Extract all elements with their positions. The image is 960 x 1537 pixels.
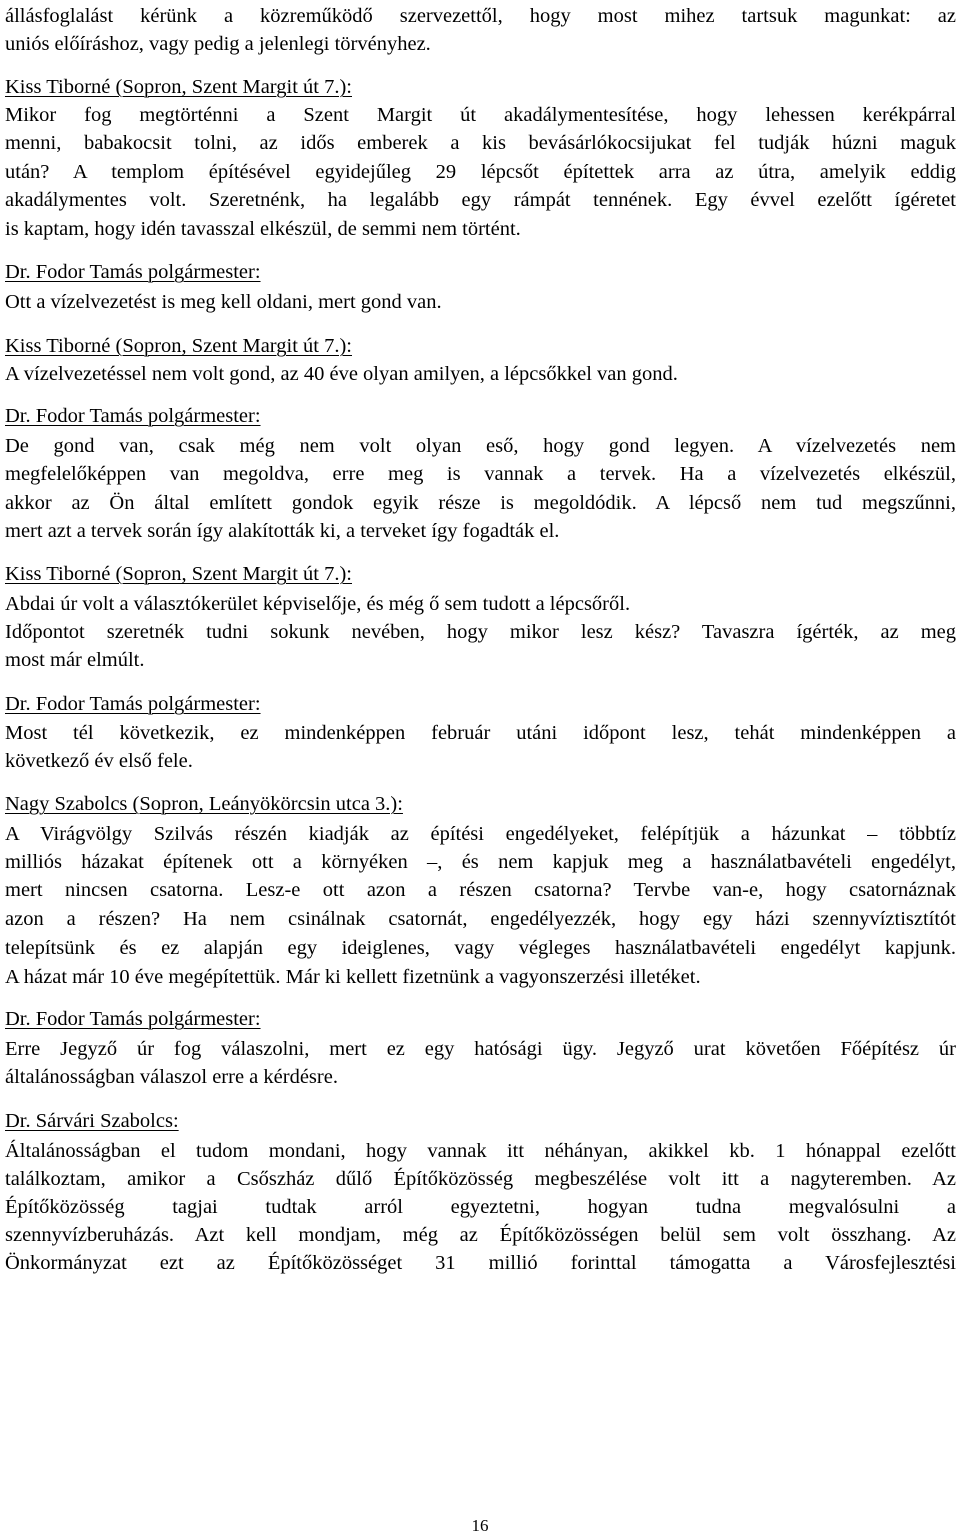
speaker-name: Kiss Tiborné (Sopron, Szent Margit út 7.): bbox=[5, 563, 352, 585]
text-line: akkor az Ön által említett gondok egyik része is megoldódik. A lépcső nem tud megszűnni, bbox=[5, 492, 956, 514]
text-line: Abdai úr volt a választókerület képviselője, és még ő sem tudott a lépcsőről. bbox=[5, 593, 631, 615]
text-line: Építőközösség tagjai tudtak arról egyeztetni, hogyan tudna megvalósulni a bbox=[5, 1196, 956, 1218]
text-line: általánosságban válaszol erre a kérdésre. bbox=[5, 1066, 338, 1088]
speaker-name: Dr. Sárvári Szabolcs: bbox=[5, 1110, 179, 1132]
text-line: akadálymentes volt. Szeretnénk, ha legalább egy rámpát tennének. Egy évvel ezelőtt ígéretet bbox=[5, 189, 956, 211]
text-line: Időpontot szeretnék tudni sokunk nevében, hogy mikor lesz kész? Tavaszra ígérték, az meg bbox=[5, 621, 956, 643]
text-line: A házat már 10 éve megépítettük. Már ki kellett fizetnünk a vagyonszerzési illetéket. bbox=[5, 966, 701, 988]
text-line: megfelelőképpen van megoldva, erre meg is vannak a tervek. Ha a vízelvezetés elkészül, bbox=[5, 463, 956, 485]
text-line: Önkormányzat ezt az Építőközösséget 31 millió forinttal támogatta a Városfejlesztési bbox=[5, 1252, 956, 1274]
page-number: 16 bbox=[471, 1516, 489, 1535]
text-line: állásfoglalást kérünk a közreműködő szervezettől, hogy most mihez tartsuk magunkat: az bbox=[5, 5, 956, 27]
text-line: mert nincsen csatorna. Lesz-e ott azon a részen csatorna? Tervbe van-e, hogy csatornáznak bbox=[5, 879, 956, 901]
text-line: is kaptam, hogy idén tavasszal elkészül, de semmi nem történt. bbox=[5, 218, 521, 240]
text-line: után? A templom építésével egyidejűleg 29 lépcsőt építettek arra az útra, amelyik eddig bbox=[5, 161, 956, 183]
speaker-name: Kiss Tiborné (Sopron, Szent Margit út 7.): bbox=[5, 76, 352, 98]
text-line: A Virágvölgy Szilvás részén kiadják az építési engedélyeket, felépítjük a házunkat – többtíz bbox=[5, 823, 956, 845]
speaker-name: Dr. Fodor Tamás polgármester: bbox=[5, 405, 261, 427]
text-line: következő év első fele. bbox=[5, 750, 193, 772]
text-line: Most tél következik, ez mindenképpen február utáni időpont lesz, tehát mindenképpen a bbox=[5, 722, 956, 744]
text-line: De gond van, csak még nem volt olyan eső, hogy gond legyen. A vízelvezetés nem bbox=[5, 435, 956, 457]
speaker-name: Dr. Fodor Tamás polgármester: bbox=[5, 1008, 261, 1030]
text-line: Ott a vízelvezetést is meg kell oldani, mert gond van. bbox=[5, 291, 442, 313]
text-line: A vízelvezetéssel nem volt gond, az 40 éve olyan amilyen, a lépcsőkkel van gond. bbox=[5, 363, 678, 385]
speaker-name: Dr. Fodor Tamás polgármester: bbox=[5, 261, 261, 283]
text-line: Mikor fog megtörténni a Szent Margit út akadálymentesítése, hogy lehessen kerékpárral bbox=[5, 104, 956, 126]
speaker-name: Nagy Szabolcs (Sopron, Leányökörcsin utca 3.): bbox=[5, 793, 403, 815]
speaker-name: Dr. Fodor Tamás polgármester: bbox=[5, 693, 261, 715]
text-line: Erre Jegyző úr fog válaszolni, mert ez egy hatósági ügy. Jegyző urat követően Főépítész úr bbox=[5, 1038, 956, 1060]
text-line: menni, babakocsit tolni, az idős emberek a kis bevásárlókocsijukat fel tudják húzni maguk bbox=[5, 132, 956, 154]
text-line: mert azt a tervek során így alakították ki, a terveket így fogadták el. bbox=[5, 520, 560, 542]
speaker-name: Kiss Tiborné (Sopron, Szent Margit út 7.): bbox=[5, 335, 352, 357]
text-line: Általánosságban el tudom mondani, hogy vannak itt néhányan, akikkel kb. 1 hónappal ezelőtt bbox=[5, 1140, 956, 1162]
text-line: találkoztam, amikor a Csőszház dűlő Építőközösség megbeszélése volt itt a nagyteremben. Az bbox=[5, 1168, 956, 1190]
text-line: szennyvízberuházás. Azt kell mondjam, még az Építőközösségen belül sem volt összhang. Az bbox=[5, 1224, 956, 1246]
text-line: azon a részen? Ha nem csinálnak csatornát, engedélyezzék, hogy egy házi szennyvíztisztítót bbox=[5, 908, 956, 930]
text-line: milliós házakat építenek ott a környéken –, és nem kapjuk meg a használatbavételi engedélyt, bbox=[5, 851, 956, 873]
text-line: uniós előíráshoz, vagy pedig a jelenlegi törvényhez. bbox=[5, 33, 431, 55]
text-line: most már elmúlt. bbox=[5, 649, 145, 671]
text-line: telepítsünk és ez alapján egy ideiglenes, vagy végleges használatbavételi engedélyt kapjunk. bbox=[5, 937, 956, 959]
